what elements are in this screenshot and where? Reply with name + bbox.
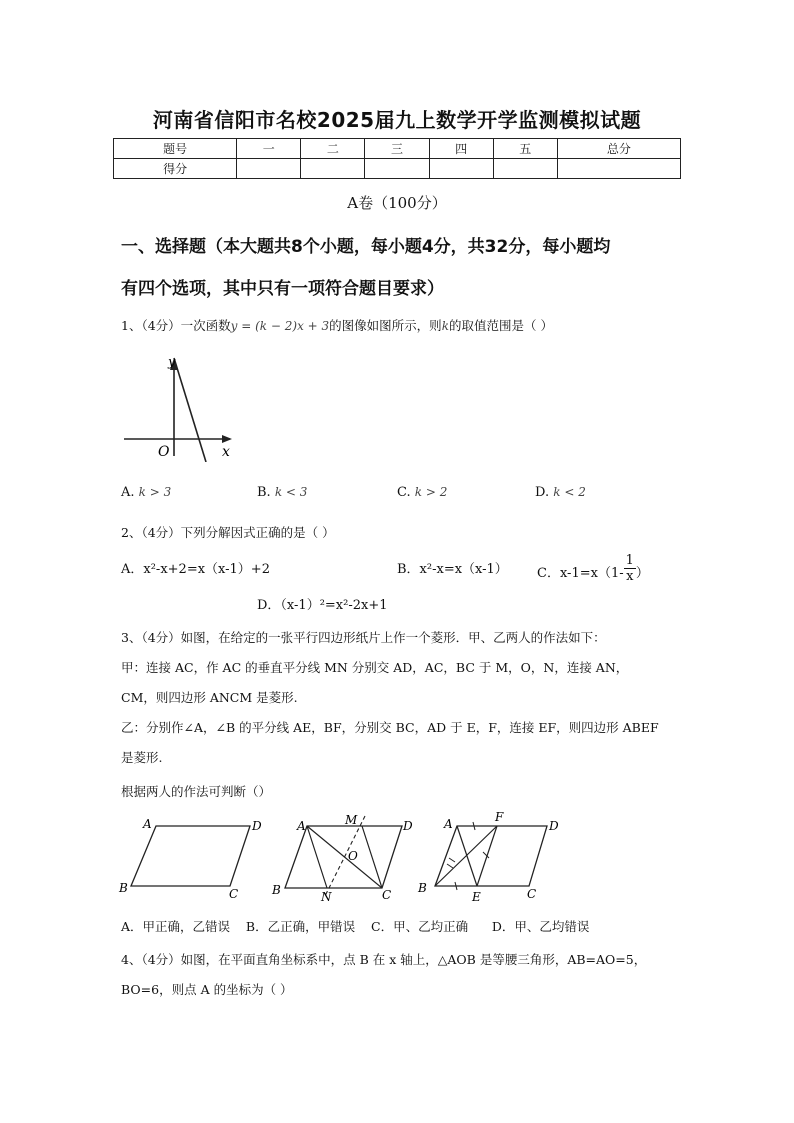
q3-fig3-tick xyxy=(447,864,453,868)
score-header-cell: 五 xyxy=(493,139,557,159)
q3-stem: 3、（4分）如图，在给定的一张平行四边形纸片上作一个菱形．甲、乙两人的作法如下： xyxy=(121,630,606,645)
q3-fig3-label-e: E xyxy=(472,890,481,904)
q1-option-c[interactable] xyxy=(397,485,447,500)
score-cell[interactable] xyxy=(429,159,493,179)
q3-fig2-parallelogram xyxy=(285,826,402,888)
q4-line2: BO=6，则点 A 的坐标为（ ） xyxy=(121,982,293,997)
q1-stem-mid: 的图像如图所示，则 xyxy=(329,318,442,333)
q2-fraction xyxy=(624,553,636,584)
q1-option-c-label: C. xyxy=(397,485,411,500)
q2-fraction-numerator: 1 xyxy=(625,553,634,568)
q1-option-a-text: k > 3 xyxy=(138,485,172,499)
score-cell[interactable] xyxy=(493,159,557,179)
q1-x-label: x xyxy=(222,444,230,460)
q3-fig3-label-f: F xyxy=(495,810,504,824)
score-header-cell: 一 xyxy=(237,139,301,159)
part1-heading-line2: 有四个选项，其中只有一项符合题目要求） xyxy=(121,279,444,299)
q3-jia-line2: CM，则四边形 ANCM 是菱形. xyxy=(121,690,298,705)
q1-option-d[interactable] xyxy=(535,485,586,500)
score-header-cell: 四 xyxy=(429,139,493,159)
section-a-heading: A卷（100分） xyxy=(347,194,447,212)
q1-origin-label: O xyxy=(158,444,170,460)
q2-option-a[interactable]: A．x²-x+2=x（x-1）+2 xyxy=(121,562,270,577)
q3-fig2-label-c: C xyxy=(382,888,392,902)
q3-fig1-label-b: B xyxy=(119,881,128,895)
q2-option-c[interactable] xyxy=(537,553,649,589)
q3-fig3-parallelogram xyxy=(435,826,547,886)
q1-option-d-text: k < 2 xyxy=(553,485,586,499)
q1-graph xyxy=(118,350,248,462)
q1-option-b-text: k < 3 xyxy=(274,485,308,499)
q3-fig1-label-a: A xyxy=(143,817,152,831)
q2-option-d[interactable]: D．（x-1）²=x²-2x+1 xyxy=(257,598,388,613)
q3-fig3-bisector-ae xyxy=(457,826,477,886)
q3-yi-line1: 乙：分别作∠A，∠B 的平分线 AE，BF，分别交 BC，AD 于 E，F，连接 EF，则四边形 ABEF xyxy=(121,720,659,735)
q2-fraction-denominator: x xyxy=(626,569,634,584)
q3-fig2-perpendicular-bisector xyxy=(325,816,365,896)
q3-judge: 根据两人的作法可判断（） xyxy=(121,784,272,799)
q3-jia-line1: 甲：连接 AC，作 AC 的垂直平分线 MN 分别交 AD，AC，BC 于 M，O，N，连接 AN， xyxy=(121,660,629,675)
q2-option-c-post: ） xyxy=(635,566,649,581)
score-cell[interactable] xyxy=(557,159,680,179)
exam-title: 河南省信阳市名校2025届九上数学开学监测模拟试题 xyxy=(152,108,642,132)
q1-option-a-label: A. xyxy=(121,485,135,500)
q3-yi-line2: 是菱形. xyxy=(121,750,163,765)
q2-option-b[interactable]: B．x²-x=x（x-1） xyxy=(397,562,508,577)
q1-option-d-label: D. xyxy=(535,485,550,500)
score-table-value-row xyxy=(114,159,681,179)
q3-figures xyxy=(115,808,575,906)
score-cell[interactable] xyxy=(237,159,301,179)
q3-fig2-label-m: M xyxy=(345,813,358,827)
q3-fig2-segment-cm xyxy=(362,826,382,888)
q1-stem-pre: 1、（4分）一次函数 xyxy=(121,318,231,333)
q3-fig3-label-a: A xyxy=(444,817,453,831)
q3-fig3-tick xyxy=(449,858,455,862)
q3-fig2-label-a: A xyxy=(297,819,306,833)
q4-line1: 4、（4分）如图，在平面直角坐标系中，点 B 在 x 轴上，△AOB 是等腰三角形，AB=AO=5， xyxy=(121,952,647,967)
q2-stem: 2、（4分）下列分解因式正确的是（ ） xyxy=(121,525,335,540)
part1-heading-line1: 一、选择题（本大题共8个小题，每小题4分，共32分，每小题均 xyxy=(121,237,611,257)
q1-option-a[interactable] xyxy=(121,485,171,500)
q3-fig1-label-d: D xyxy=(252,819,262,833)
q1-stem-post: 的取值范围是（ ） xyxy=(448,318,553,333)
score-table xyxy=(113,138,681,179)
q3-fig3-label-b: B xyxy=(418,881,427,895)
q3-fig1-label-c: C xyxy=(229,887,239,901)
q3-fig3-label-c: C xyxy=(527,887,537,901)
q1-option-c-text: k > 2 xyxy=(414,485,448,499)
score-header-cell: 题号 xyxy=(114,139,237,159)
q1-option-b-label: B. xyxy=(257,485,271,500)
q3-fig2-label-n: N xyxy=(321,890,332,904)
q1-option-b[interactable] xyxy=(257,485,307,500)
q3-fig2-segment-an xyxy=(307,826,327,888)
q2-option-c-pre: C．x-1=x（1- xyxy=(537,566,624,581)
q1-function-line xyxy=(174,358,206,462)
score-header-cell: 二 xyxy=(301,139,365,159)
q3-fig3-label-d: D xyxy=(549,819,559,833)
q1-formula: y = (k − 2)x + 3 xyxy=(230,319,330,333)
score-cell[interactable] xyxy=(301,159,365,179)
q1-y-label: y xyxy=(168,355,176,370)
score-row-label: 得分 xyxy=(114,159,237,179)
q3-fig2-label-d: D xyxy=(403,819,413,833)
score-cell[interactable] xyxy=(365,159,429,179)
q1-var: k xyxy=(441,319,449,333)
q3-fig2-label-b: B xyxy=(272,883,281,897)
score-header-cell: 三 xyxy=(365,139,429,159)
q3-fig1-parallelogram xyxy=(131,826,250,886)
q3-fig2-label-o: O xyxy=(348,849,358,863)
q1-x-arrow xyxy=(222,435,232,443)
q3-options[interactable]: A．甲正确，乙错误 B．乙正确，甲错误 C．甲、乙均正确 D．甲、乙均错误 xyxy=(121,919,590,934)
score-header-cell: 总分 xyxy=(557,139,680,159)
score-table-header-row xyxy=(114,139,681,159)
q1-stem xyxy=(121,316,553,334)
